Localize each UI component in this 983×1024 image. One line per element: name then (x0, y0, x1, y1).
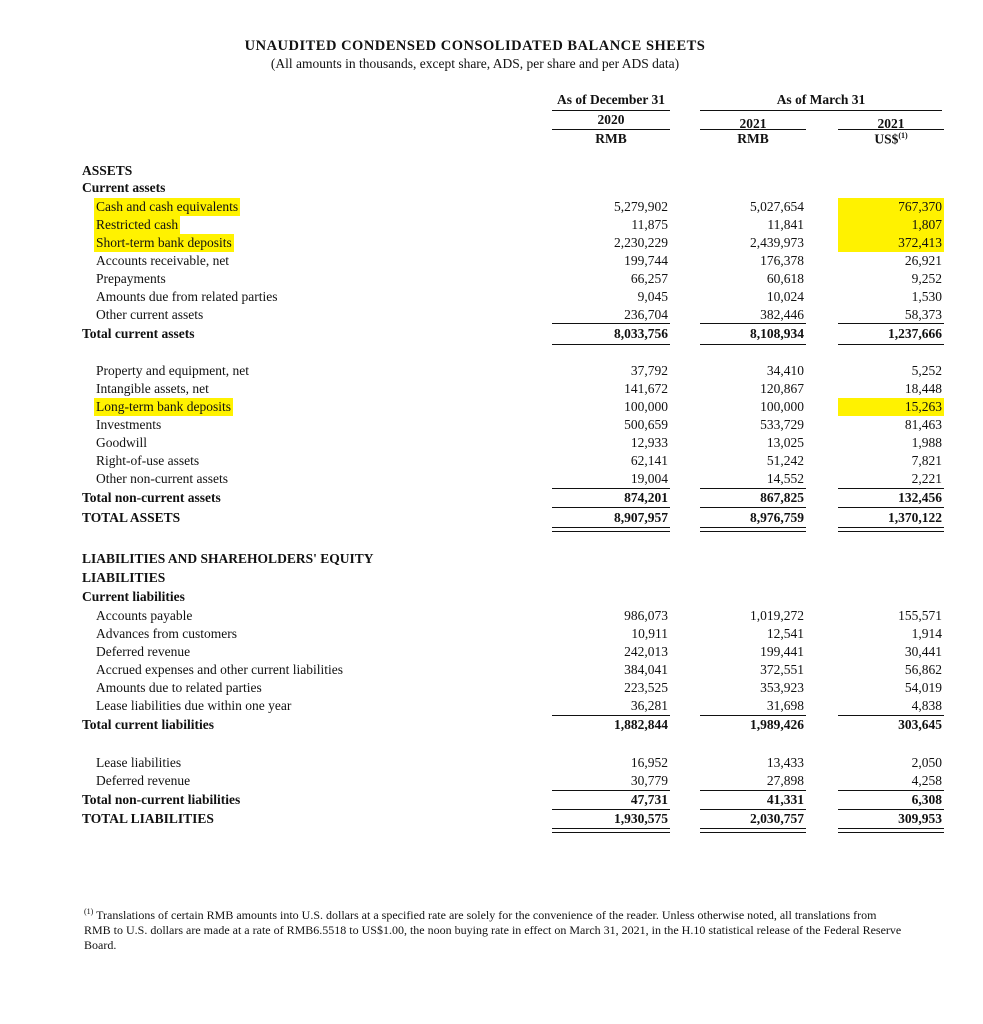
table-rule (552, 488, 670, 489)
row-value-col2: 1,019,272 (750, 608, 804, 623)
table-rule (552, 809, 670, 810)
table-rule (838, 527, 944, 532)
row-value-col3: 767,370 (838, 198, 944, 216)
table-rule (838, 790, 944, 791)
table-row (0, 362, 983, 380)
col1-unit: RMB (595, 131, 627, 146)
row-value-col1: 62,141 (630, 453, 668, 468)
row-value-col1: 9,045 (637, 289, 668, 304)
row-value-col2: 5,027,654 (750, 199, 804, 214)
row-label: Amounts due to related parties (96, 680, 262, 695)
header-mar31: As of March 31 (776, 92, 866, 107)
table-row (0, 234, 983, 252)
table-row (0, 270, 983, 288)
row-value-col3: 303,645 (898, 717, 942, 732)
table-rule (552, 507, 670, 508)
row-value-col2: 31,698 (766, 698, 804, 713)
row-label: Lease liabilities (96, 755, 182, 770)
row-value-col1: 236,704 (624, 307, 668, 322)
col3-year: 2021 (877, 116, 905, 131)
document-title: UNAUDITED CONDENSED CONSOLIDATED BALANCE SHEETS (244, 38, 706, 54)
row-label: Right-of-use assets (96, 453, 200, 468)
row-value-col2: 34,410 (766, 363, 804, 378)
row-value-col1: 874,201 (624, 490, 668, 505)
row-value-col3: 7,821 (911, 453, 942, 468)
table-row (0, 416, 983, 434)
header-rule-1 (552, 110, 670, 111)
row-label: Total current liabilities (82, 717, 215, 732)
row-value-col3: 2,050 (911, 755, 942, 770)
row-value-col1: 1,882,844 (614, 717, 668, 732)
row-label: Long-term bank deposits (96, 399, 231, 414)
row-value-col2: 353,923 (760, 680, 804, 695)
row-value-col3: 6,308 (911, 792, 942, 807)
table-rule (700, 507, 806, 508)
table-row (0, 198, 983, 216)
table-row (0, 661, 983, 679)
table-rule (552, 323, 670, 324)
row-value-col1: 30,779 (630, 773, 668, 788)
row-label: Accounts receivable, net (96, 253, 230, 268)
row-value-col2: 533,729 (760, 417, 804, 432)
row-value-col2: 13,025 (766, 435, 804, 450)
table-rule (700, 323, 806, 324)
row-label: Amounts due from related parties (96, 289, 278, 304)
row-value-col2: 176,378 (760, 253, 804, 268)
header-dec31: As of December 31 (556, 92, 666, 107)
row-label: Total current assets (82, 326, 195, 341)
table-row (0, 470, 983, 488)
row-value-col1: 5,279,902 (614, 199, 668, 214)
table-rule (700, 527, 806, 532)
row-label: Lease liabilities due within one year (96, 698, 292, 713)
row-value-col2: 2,030,757 (750, 811, 804, 826)
section-assets: ASSETS (82, 163, 133, 178)
row-value-col1: 16,952 (630, 755, 668, 770)
row-value-col3: 155,571 (898, 608, 942, 623)
table-row (0, 643, 983, 661)
table-rule (838, 828, 944, 833)
row-value-col2: 13,433 (766, 755, 804, 770)
col2-year: 2021 (739, 116, 767, 131)
row-label: Total non-current assets (82, 490, 221, 505)
row-label: Deferred revenue (96, 773, 191, 788)
row-value-col2: 41,331 (766, 792, 804, 807)
row-value-col3: 4,838 (911, 698, 942, 713)
row-value-col1: 500,659 (624, 417, 668, 432)
row-value-col3: 1,370,122 (888, 510, 942, 525)
row-value-col3: 1,530 (911, 289, 942, 304)
table-rule (838, 488, 944, 489)
table-rule (552, 527, 670, 532)
row-value-col3: 132,456 (898, 490, 942, 505)
row-label: Advances from customers (96, 626, 237, 641)
col3-unit: US\$$^{(1)}$ (874, 131, 908, 147)
row-value-col3: 15,263 (838, 398, 944, 416)
table-row (0, 754, 983, 772)
table-rule (552, 790, 670, 791)
footnote (84, 904, 904, 953)
header-rule-2 (700, 110, 942, 111)
table-row (0, 380, 983, 398)
table-rule (838, 715, 944, 716)
row-value-col2: 8,976,759 (750, 510, 804, 525)
table-rule (700, 344, 806, 345)
row-value-col3: 309,953 (898, 811, 942, 826)
row-value-col1: 1,930,575 (614, 811, 668, 826)
row-value-col3: 30,441 (904, 644, 942, 659)
row-value-col3: 372,413 (838, 234, 944, 252)
row-label: Prepayments (96, 271, 166, 286)
row-value-col2: 199,441 (760, 644, 804, 659)
table-row (0, 252, 983, 270)
table-row (0, 625, 983, 643)
col2-unit: RMB (737, 131, 769, 146)
row-value-col2: 867,825 (760, 490, 804, 505)
row-value-col2: 11,841 (767, 217, 804, 232)
table-row (0, 306, 983, 324)
table-rule (838, 809, 944, 810)
row-value-col1: 37,792 (630, 363, 668, 378)
table-row (0, 398, 983, 416)
table-row (0, 489, 983, 507)
row-value-col1: 100,000 (624, 399, 668, 414)
row-value-col2: 51,242 (766, 453, 804, 468)
year-rule-3 (838, 129, 944, 130)
footnote-text: Translations of certain RMB amounts into U.S. dollars at a specified rate are solely for the convenience of the reader. Unless otherwise noted, all translations from RMB to U.S. dollars are made at a rate of RMB6.5518 to US$1.00, the noon buying rate in effect on March 31, 2021, in the H.10 statistical release of the Federal Reserve Board. (84, 908, 902, 952)
section-current-liabilities: Current liabilities (82, 589, 185, 604)
row-label: Cash and cash equivalents (96, 199, 239, 214)
table-rule (700, 809, 806, 810)
row-value-col1: 47,731 (630, 792, 668, 807)
row-value-col2: 14,552 (766, 471, 804, 486)
row-value-col1: 36,281 (630, 698, 668, 713)
table-row (0, 607, 983, 625)
row-value-col1: 384,041 (624, 662, 668, 677)
row-value-col3: 1,237,666 (888, 326, 942, 341)
row-value-col1: 242,013 (624, 644, 668, 659)
row-value-col2: 1,989,426 (750, 717, 804, 732)
table-rule (552, 715, 670, 716)
row-value-col3: 26,921 (904, 253, 942, 268)
row-value-col1: 223,525 (624, 680, 668, 695)
row-label: Other current assets (96, 307, 204, 322)
row-value-col3: 81,463 (904, 417, 942, 432)
table-rule (838, 507, 944, 508)
row-label: Goodwill (96, 435, 148, 450)
row-value-col3: 4,258 (911, 773, 942, 788)
row-value-col3: 1,988 (911, 435, 942, 450)
section-current-assets: Current assets (82, 180, 166, 195)
row-value-col1: 8,907,957 (614, 510, 668, 525)
row-value-col1: 12,933 (630, 435, 668, 450)
row-label: Short-term bank deposits (96, 235, 232, 250)
row-value-col3: 54,019 (904, 680, 942, 695)
row-value-col3: 2,221 (911, 471, 942, 486)
row-label: Deferred revenue (96, 644, 191, 659)
row-value-col1: 10,911 (631, 626, 668, 641)
row-value-col1: 11,875 (631, 217, 668, 232)
table-rule (700, 715, 806, 716)
table-row (0, 288, 983, 306)
table-row (0, 325, 983, 343)
table-rule (700, 488, 806, 489)
row-value-col2: 10,024 (766, 289, 804, 304)
section-liab-equity: LIABILITIES AND SHAREHOLDERS' EQUITY (82, 551, 374, 566)
footnote-mark: (1) (84, 907, 94, 916)
row-label: Intangible assets, net (96, 381, 209, 396)
row-value-col3: 1,914 (911, 626, 942, 641)
table-rule (552, 344, 670, 345)
row-value-col1: 66,257 (630, 271, 668, 286)
table-rule (838, 344, 944, 345)
table-row (0, 679, 983, 697)
row-value-col2: 8,108,934 (750, 326, 804, 341)
table-rule (700, 790, 806, 791)
document-subtitle: (All amounts in thousands, except share, ADS, per share and per ADS data) (270, 56, 680, 71)
year-rule-2 (700, 129, 806, 130)
table-rule (552, 828, 670, 833)
row-value-col2: 2,439,973 (750, 235, 804, 250)
table-rule (700, 828, 806, 833)
year-rule-1 (552, 129, 670, 130)
row-value-col2: 120,867 (760, 381, 804, 396)
row-label: Accounts payable (96, 608, 193, 623)
table-row (0, 434, 983, 452)
row-value-col3: 56,862 (904, 662, 942, 677)
table-row (0, 509, 983, 527)
row-value-col2: 12,541 (766, 626, 804, 641)
row-value-col3: 9,252 (911, 271, 942, 286)
row-value-col2: 27,898 (766, 773, 804, 788)
table-row (0, 452, 983, 470)
row-label: Investments (96, 417, 162, 432)
row-value-col2: 372,551 (760, 662, 804, 677)
table-row (0, 697, 983, 715)
table-row (0, 772, 983, 790)
row-label: TOTAL LIABILITIES (82, 811, 214, 826)
row-value-col1: 19,004 (630, 471, 668, 486)
row-label: Restricted cash (96, 217, 179, 232)
row-value-col1: 2,230,229 (614, 235, 668, 250)
row-label: TOTAL ASSETS (82, 510, 181, 525)
row-value-col1: 8,033,756 (614, 326, 668, 341)
row-label: Total non-current liabilities (82, 792, 241, 807)
row-value-col1: 199,744 (624, 253, 668, 268)
row-value-col1: 986,073 (624, 608, 668, 623)
row-value-col2: 382,446 (760, 307, 804, 322)
row-label: Property and equipment, net (96, 363, 249, 378)
row-label: Accrued expenses and other current liabilities (96, 662, 344, 677)
row-value-col3: 58,373 (904, 307, 942, 322)
row-value-col3: 1,807 (838, 216, 944, 234)
row-value-col3: 5,252 (911, 363, 942, 378)
col1-year: 2020 (597, 112, 625, 127)
row-value-col2: 100,000 (760, 399, 804, 414)
row-value-col2: 60,618 (766, 271, 804, 286)
table-row (0, 716, 983, 734)
row-value-col1: 141,672 (624, 381, 668, 396)
section-liabilities: LIABILITIES (82, 570, 166, 585)
table-row (0, 791, 983, 809)
table-rule (838, 323, 944, 324)
table-row (0, 216, 983, 234)
row-value-col3: 18,448 (904, 381, 942, 396)
row-label: Other non-current assets (96, 471, 228, 486)
table-row (0, 810, 983, 828)
